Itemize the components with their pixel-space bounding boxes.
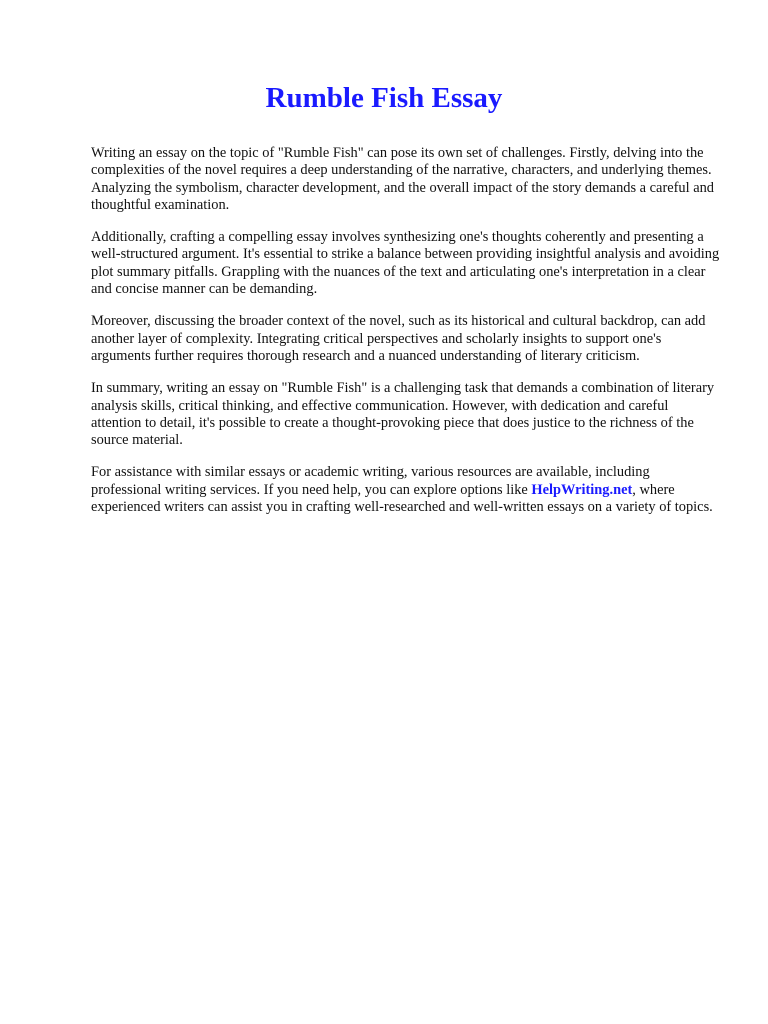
paragraph-5-text-after-link: , where experienced writers can assist you in crafting well-researched and well-written essays on a variety of topics. (91, 481, 713, 516)
paragraph-2: Additionally, crafting a compelling essay involves synthesizing one's thoughts coherently and presenting a well-structured argument. It's essential to strike a balance between providing insightful analysis and avoiding plot summary pitfalls. Grappling with the nuances of the text and articulating one's interpretation in a clear and concise manner can be demanding. (91, 229, 720, 298)
paragraph-5 (91, 464, 721, 516)
paragraph-4: In summary, writing an essay on "Rumble Fish" is a challenging task that demands a combination of literary analysis skills, critical thinking, and effective communication. However, with dedication and careful attention to detail, it's possible to create a thought-provoking piece that does justice to the richness of the source material. (91, 380, 715, 449)
essay-body (91, 145, 721, 531)
paragraph-3: Moreover, discussing the broader context of the novel, such as its historical and cultural backdrop, can add another layer of complexity. Integrating critical perspectives and scholarly insights to support one's arguments further requires thorough research and a nuanced understanding of literary criticism. (91, 313, 706, 364)
page-title: Rumble Fish Essay (265, 82, 503, 114)
paragraph-5-text-before-link: For assistance with similar essays or academic writing, various resources are available, including professional writing services. If you need help, you can explore options like (91, 464, 650, 498)
helpwriting-link[interactable]: HelpWriting.net (531, 481, 633, 498)
paragraph-1: Writing an essay on the topic of "Rumble Fish" can pose its own set of challenges. Firstly, delving into the complexities of the novel requires a deep understanding of the narrative, characters, and underlying themes. Analyzing the symbolism, character development, and the overall impact of the story demands a careful and thoughtful examination. (91, 145, 714, 213)
